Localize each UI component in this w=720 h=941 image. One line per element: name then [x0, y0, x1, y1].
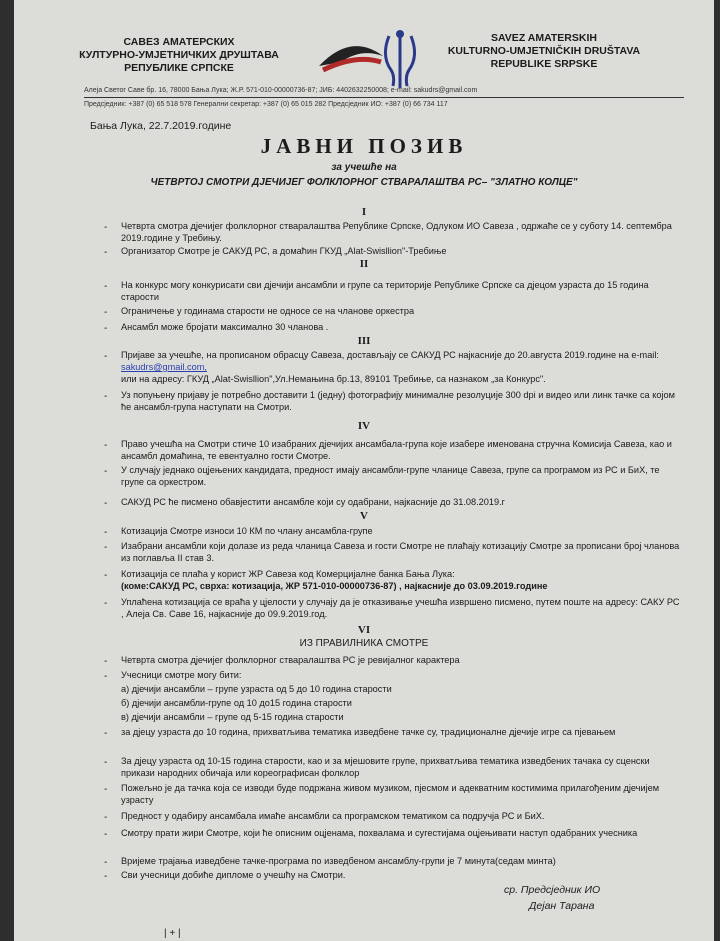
paragraph-text: Пријаве за учешће, на прописаном обрасцу Савеза, достављају се САКУД РС најкасније до 20.августа 2019.године на e-mail:: [121, 350, 659, 360]
org-name-latin-line: REPUBLIKE SRPSKE: [490, 58, 598, 70]
paragraph: За дјецу узраста од 10-15 година старости, као и за мјешовите групе, прихватљива тематика изведбених тачака су сценски прикази народних обичаја или кореографисан фолклор: [121, 756, 650, 778]
org-name-cyrillic: [74, 36, 284, 75]
org-name-cyrillic-line: РЕПУБЛИКЕ СРПСКЕ: [124, 62, 234, 74]
org-name-latin-line: SAVEZ AMATERSKIH: [491, 32, 597, 44]
paragraph: Уз попуњену пријаву је потребно доставити 1 (једну) фотографију минималне резолуције 300 dpi и видео или линк тачке са којом ће ансамбл-група наступати на Смотри.: [121, 390, 675, 412]
bullet: -: [104, 570, 108, 581]
bullet: -: [104, 527, 108, 538]
document-title: ЈАВНИ ПОЗИВ: [260, 134, 468, 158]
bullet: -: [104, 671, 108, 682]
org-name-cyrillic-line: КУЛТУРНО-УМЈЕТНИЧКИХ ДРУШТАВА: [79, 49, 279, 61]
bullet: -: [104, 247, 108, 258]
bullet: -: [104, 598, 108, 609]
paragraph: САКУД РС ће писмено обавјестити ансамбле који су одабрани, најкасније до 31.08.2019.г: [121, 497, 505, 507]
contact-line-address: Алеја Светог Саве бр. 16, 78000 Бања Лука; Ж.Р. 571-010-00000736-87; ЈИБ: 4402632250008; e-mail: sakudrs@gmail.com: [84, 87, 478, 94]
rules-heading: ИЗ ПРАВИЛНИКА СМОТРЕ: [299, 638, 429, 649]
paragraph: [121, 568, 681, 592]
org-name-latin-line: KULTURNO-UMJETNIČKIH DRUŠTAVA: [447, 45, 641, 57]
bullet: -: [104, 857, 108, 868]
left-background-edge: [0, 0, 14, 941]
paragraph: На конкурс могу конкурисати сви дјечији ансамбли и групе са територије Републике Српске са дјецом узраста до 15 година старости: [121, 280, 649, 302]
paragraph: У случају једнако оцјењених кандидата, предност имају ансамбли-групе чланице Савеза, групе са програмом из РС и БиХ, те групе са оркестром.: [121, 465, 660, 487]
paragraph: Смотру прати жири Смотре, који ће описним оцјенама, похвалама и сугестијама оцјењивати наступ одабраних учесника: [121, 828, 638, 838]
paragraph-text: Котизација се плаћа у корист ЖР Савеза код Комерцијалне банка Бања Лука:: [121, 569, 455, 579]
bullet: -: [104, 812, 108, 823]
paragraph: Право учешћа на Смотри стиче 10 изабраних дјечијих ансамбала-група које изабере именована стручна Комисија Савеза, као и ансамбл домаћина, те евентуално гости Смотре.: [121, 439, 672, 461]
paragraph: Четврта смотра дјечијег фолклорног стваралаштва Републике Српске, Одлуком ИО Савеза , одржаће се у суботу 14. септембра 2019.године у Требињу.: [121, 221, 672, 243]
signature-title: ср. Предсједник ИО: [504, 884, 601, 896]
section-heading-6: VI: [357, 624, 371, 636]
bullet: -: [104, 307, 108, 318]
event-name: ЧЕТВРТОЈ СМОТРИ ДЈЕЧИЈЕГ ФОЛКЛОРНОГ СТВАРАЛАШТВА РС– "ЗЛАТНО КОЛЦЕ": [150, 177, 578, 188]
footer-mark: | + |: [164, 928, 181, 939]
org-name-cyrillic-line: САВЕЗ АМАТЕРСКИХ: [123, 36, 235, 48]
email-link[interactable]: sakudrs@gmail.com,: [121, 362, 207, 372]
org-name-latin: [434, 32, 654, 71]
document-page: [14, 0, 714, 941]
contact-line-phones: Предсједник: +387 (0) 65 518 578 Генерални секретар: +387 (0) 65 015 282 Предсједник ИО: +387 (0) 66 734 117: [84, 101, 448, 108]
bullet: -: [104, 222, 108, 233]
paragraph-text: или на адресу: ГКУД „Alat-Swisllion",Ул.Немањина бр.13, 89101 Требиње, са назнаком „за Конкурс".: [121, 374, 546, 384]
document-subtitle: за учешће на: [331, 162, 397, 173]
bullet: -: [104, 829, 108, 840]
paragraph: Сви учесници добиће дипломе о учешћу на Смотри.: [121, 870, 346, 880]
paragraph: за дјецу узраста до 10 година, прихватљива тематика изведбене тачке су, традиционалне дјечије игре са пјевањем: [121, 727, 616, 737]
paragraph: Ансамбл може бројати максимално 30 чланова .: [121, 322, 329, 332]
letterhead: [14, 14, 714, 86]
right-background-edge: [714, 0, 720, 941]
bullet: -: [104, 728, 108, 739]
paragraph: Организатор Смотре је САКУД РС, а домаћин ГКУД „Alat-Swisllion"-Требиње: [121, 246, 447, 256]
bullet: -: [104, 391, 108, 402]
paragraph: Четврта смотра дјечијег фолклорног стваралаштва РС је ревијалног карактера: [121, 655, 460, 665]
section-heading-3: III: [357, 335, 371, 347]
bullet: -: [104, 498, 108, 509]
paragraph: [121, 349, 681, 385]
paragraph: б) дјечији ансамбли-групе од 10 до15 година старости: [121, 698, 352, 708]
paragraph: в) дјечији ансамбли – групе од 5-15 година старости: [121, 712, 344, 722]
bullet: -: [104, 281, 108, 292]
bullet: -: [104, 656, 108, 667]
paragraph: Ограничење у годинама старости не односе се на чланове оркестра: [121, 306, 415, 316]
paragraph: Изабрани ансамбли који долазе из реда чланица Савеза и гости Смотре не плаћају котизацију Смотре за прописани број чланова из поглавља II став 3.: [121, 541, 680, 563]
signature-name: Дејан Тарана: [529, 900, 595, 912]
bullet: -: [104, 542, 108, 553]
paragraph: а) дјечији ансамбли – групе узраста од 5 до 10 година старости: [121, 684, 392, 694]
paragraph: Уплаћена котизација се враћа у цјелости у случају да је отказивање учешћа извршено писмено, путем поште на адресу: САКУ РС , Алеја Св. Саве 16, најкасније до 09.9.2019.год.: [121, 597, 680, 619]
bullet: -: [104, 784, 108, 795]
contact-block: [84, 86, 684, 110]
paragraph-text: (коме:САКУД РС, сврха: котизација, ЖР 571-010-00000736-87) , најкасније до 03.09.2019.године: [121, 581, 548, 591]
paragraph: Пожељно је да тачка која се изводи буде подржана живом музиком, пјесмом и адекватним костимима прилагођеним дјечијем узрасту: [121, 783, 660, 805]
paragraph: Предност у одабиру ансамбала имаће ансамбли са програмском тематиком са подручја РС и БиХ.: [121, 811, 545, 821]
section-heading-4: IV: [357, 420, 371, 432]
paragraph: Котизација Смотре износи 10 КМ по члану ансамбла-групе: [121, 526, 373, 536]
bullet: -: [104, 466, 108, 477]
bullet: -: [104, 757, 108, 768]
section-heading-2: II: [359, 258, 369, 270]
bullet: -: [104, 440, 108, 451]
place-date: Бања Лука, 22.7.2019.године: [90, 120, 232, 132]
bullet: -: [104, 351, 108, 362]
section-heading-5: V: [360, 510, 368, 522]
header-divider: [84, 97, 684, 98]
section-heading-1: I: [361, 206, 367, 218]
paragraph: Учесници смотре могу бити:: [121, 670, 242, 680]
bullet: -: [104, 323, 108, 334]
paragraph: Вријеме трајања изведбене тачке-програма по изведбеном ансамблу-групи је 7 минута(седам минта): [121, 856, 556, 866]
bullet: -: [104, 871, 108, 882]
